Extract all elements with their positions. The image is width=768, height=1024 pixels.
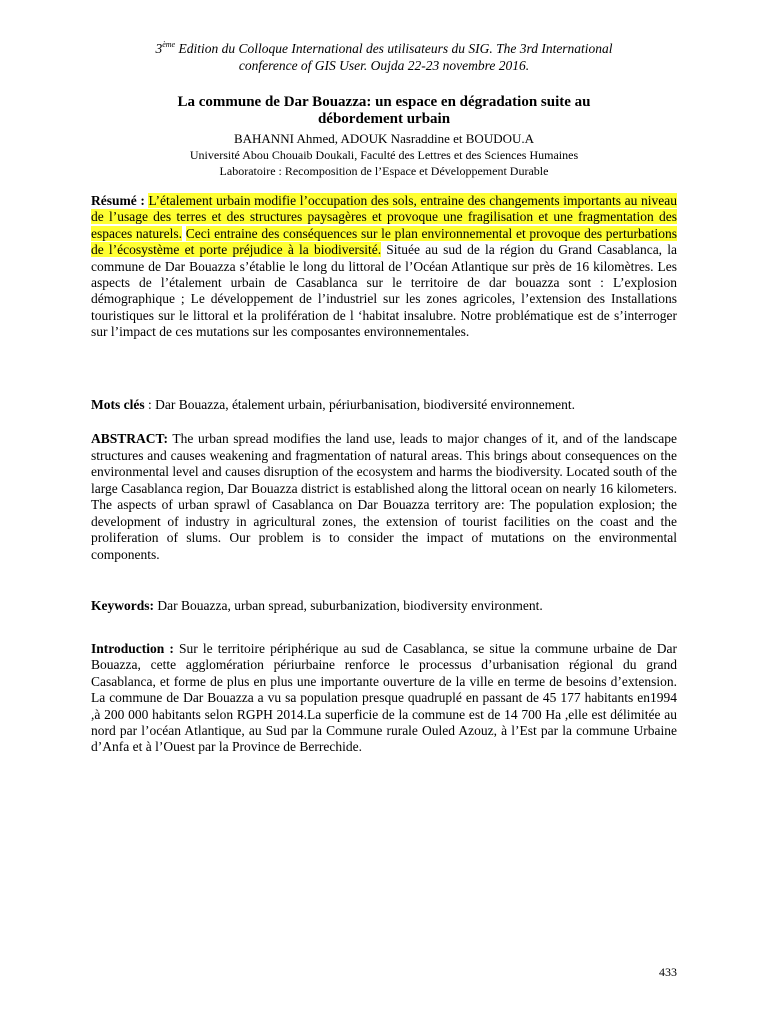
abstract-text: The urban spread modifies the land use, leads to major changes of it, and of the landscape structures and causes weakening and fragmentation of natural areas. This brings about consequences on the environmental level and causes disruption of the ecosystem and harms the biodiversity. Located south of the large Casablanca region, Dar Bouazza district is established along the littoral ocean on nearly 16 kilometers. The aspects of urban sprawl of Casablanca on Dar Bouazza territory are: The population explosion; the development of industry in agricultural zones, the extension of tourist facilities on the coast and the proliferation of slums. Our problem is to consider the impact of mutations on the environmental components. — [91, 431, 677, 562]
introduction-label: Introduction : — [91, 641, 174, 656]
resume-highlight-1: L’étalement urbain modifie l’occupation des sols, entraine des changements importants au niveau de l’usage des terres et des structures paysagères et provoque une fragilisation et une fragmentation des espaces naturels. — [91, 193, 677, 241]
paper-title — [70, 94, 698, 128]
resume-paragraph — [91, 193, 677, 341]
keywords-text: Dar Bouazza, urban spread, suburbanization, biodiversity environment. — [154, 598, 543, 613]
paper-title-line1: La commune de Dar Bouazza: un espace en dégradation suite au — [177, 94, 591, 110]
affiliation-university: Université Abou Chouaib Doukali, Faculté des Lettres et des Sciences Humaines — [189, 148, 579, 162]
paper-authors: BAHANNI Ahmed, ADOUK Nasraddine et BOUDOU.A — [233, 131, 535, 146]
resume-label: Résumé : — [91, 193, 145, 208]
page-number: 433 — [659, 965, 677, 979]
introduction-text: Sur le territoire périphérique au sud de Casablanca, se situe la commune urbaine de Dar Bouazza, cette agglomération périurbaine renforce le processus d’urbanisation régional du grand Casablanca, et forme de plus en plus une importante ouverture de la ville en terme de besoins d’extension. La commune de Dar Bouazza a vu sa population presque quadruplé en passant de 45 177 habitants en1994 ,à 200 000 habitants selon RGPH 2014.La superficie de la commune est de 14 700 Ha ,elle est délimitée au nord par l’océan Atlantique, au Sud par la Commune rurale Ouled Azouz, à l’Est par la commune Urbaine d’Anfa et à l’Ouest par la Province de Berrechide. — [91, 641, 677, 755]
conference-header-line2: conference of GIS User. Oujda 22-23 novembre 2016. — [238, 58, 530, 73]
mots-cles-label: Mots clés — [91, 397, 145, 412]
mots-cles-paragraph — [91, 397, 677, 413]
introduction-paragraph — [91, 641, 677, 756]
keywords-label: Keywords: — [91, 598, 154, 613]
conference-ordinal-sup: ème — [162, 40, 176, 49]
conference-ordinal: 3 — [155, 41, 163, 56]
resume-highlight-2: Ceci entraine des conséquences sur le plan environnemental et provoque des perturbations de l’écosystème et porte préjudice à la biodiversité. — [91, 225, 678, 258]
mots-cles-text: : Dar Bouazza, étalement urbain, périurbanisation, biodiversité environnement. — [144, 397, 575, 412]
conference-header-line1: Edition du Colloque International des utilisateurs du SIG. The 3rd International — [175, 41, 613, 56]
resume-text: Située au sud de la région du Grand Casablanca, la commune de Dar Bouazza s’établie le long du littoral de l’Océan Atlantique sur près de 16 kilomètres. Les aspects de l’étalement urbain de Casablanca sur le territoire de dar bouazza sont : L’explosion démographique ; Le développement de l’industriel sur les zones agricoles, l’extension des Installations touristiques sur le littoral et la prolifération de l ‘habitat insalubre. Notre problématique est de s’interroger sur l’impact de ces mutations sur les composantes environnementales. — [91, 242, 677, 340]
keywords-paragraph — [91, 598, 677, 614]
paper-title-line2: débordement urbain — [317, 111, 451, 127]
affiliation-laboratory: Laboratoire : Recomposition de l’Espace et Développement Durable — [219, 164, 549, 178]
abstract-paragraph — [91, 431, 677, 563]
abstract-label: ABSTRACT: — [91, 431, 169, 446]
conference-header — [60, 40, 708, 74]
